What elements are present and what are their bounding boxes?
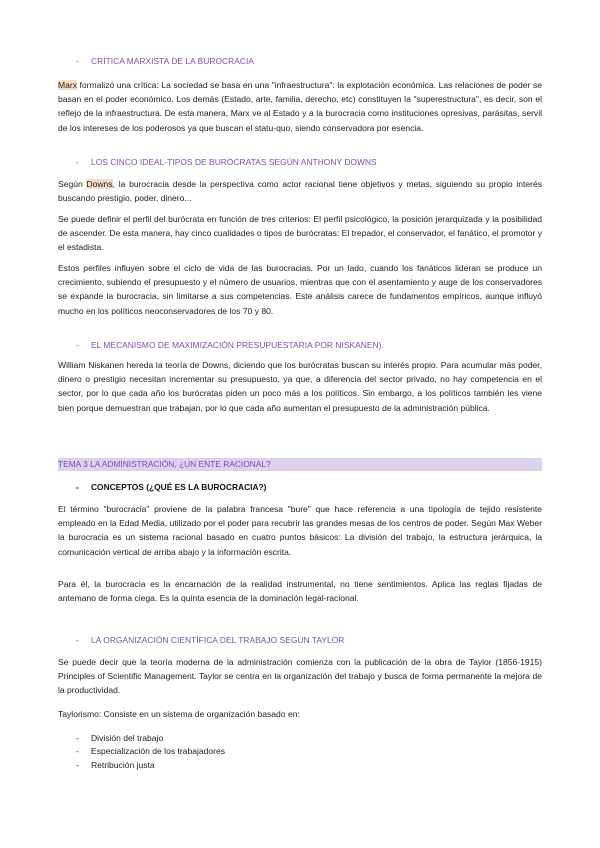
paragraph-taylorism: Taylorismo: Consiste en un sistema de organización basado en: — [58, 709, 300, 719]
paragraph-bureaucrat-profile: Se puede definir el perfil del burócrata en función de tres criterios: El perfil psicológico, la posición jerarquizada y la posibilidad de ascender. De esta manera, hay cinco cualidades o tipos de burócratas: El trepador, el conservador, el fanático, el promotor y el estadista. — [58, 214, 542, 253]
highlight-downs: Downs — [86, 179, 113, 189]
heading-marxist-critique: - CRÍTICA MARXISTA DE LA BUROCRACIA — [76, 56, 254, 66]
heading-concepts: - CONCEPTOS (¿QUÉ ES LA BUROCRACIA?) — [76, 482, 267, 492]
paragraph-niskanen: William Niskanen hereda la teoría de Downs, diciendo que los burócratas buscan su interés propio. Para acumular más poder, dinero o prestigio necesitan incrementar su presupuesto, ya que, a diferencia del sector privado, no hay competencia en el sector, por lo que cada año los burócratas piden un poco más a los políticos. Sin embargo, a los políticos también les viene bien porque demuestran que trabajan, por lo que cada año aumentan el presupuesto de la administración pública. — [58, 360, 542, 413]
list-item: - Retribución justa — [76, 759, 155, 770]
heading-taylor: - LA ORGANIZACIÓN CIENTÍFICA DEL TRABAJO SEGÚN TAYLOR — [76, 635, 345, 645]
taylorism-list — [76, 732, 225, 772]
highlight-marx: Marx — [58, 80, 77, 90]
paragraph-life-cycle: Estos perfiles influyen sobre el ciclo de vida de las burocracias. Por un lado, cuando los fanáticos lideran se produce un crecimiento, subiendo el presupuesto y el número de usuarios, mientras que con el asentamiento y auge de los conservadores se expande la burocracia, sin limitarse a sus competencias. Este análisis carece de fundamentos empíricos, aunque influyó mucho en los políticos neoconservadores de los 70 y 80. — [58, 263, 542, 316]
paragraph-weber-instrumental: Para él, la burocracia es la encarnación de la realidad instrumental, no tiene sentimientos. Aplica las reglas fijadas de antemano de forma ciega. Es la quinta esencia de la dominación legal-racional. — [58, 579, 542, 604]
list-item: - División del trabajo — [76, 733, 164, 743]
paragraph-downs-intro: Según Downs, la burocracia desde la perspectiva como actor racional tiene objetivos y metas, siguiendo su propio interés buscando prestigio, poder, dinero... — [58, 179, 542, 204]
paragraph-marx: Marx formalizó una crítica: La sociedad se basa en una "infraestructura": la explotación económica. Las relaciones de poder se basan en el poder económico. Los demás (Estado, arte, familia, derecho, etc) constituyen la "superestructura", es decir, son el reflejo de la infraestructura. De esta manera, Marx ve al Estado y a la burocracia como instituciones opresivas, parásitas, servil de los intereses de los poderosos ya que buscan el statu-quo, siendo conservadora por esencia. — [58, 80, 542, 133]
list-item: - Especialización de los trabajadores — [76, 746, 225, 757]
paragraph-bureaucracy-definition: El término "burocracia" proviene de la palabra francesa "bure" que hace referencia a una tipología de tejido resistente empleado en la Edad Media, utilizado por el poder para recubrir las grandes mesas de los centros de poder. Según Max Weber la burocracia es un sistema racional basado en cuatro puntos básicos: La división del trabajo, la estructura jerárquica, la comunicación vertical de arriba abajo y la información escrita. — [58, 504, 542, 557]
topic-band: TEMA 3 LA ADMINISTRACIÓN, ¿UN ENTE RACIONAL? — [58, 458, 542, 471]
heading-niskanen: - EL MECANISMO DE MAXIMIZACIÓN PRESUPUESTARIA POR NISKANEN). — [76, 340, 384, 350]
heading-downs: - LOS CINCO IDEAL-TIPOS DE BURÓCRATAS SEGÚN ANTHONY DOWNS — [76, 157, 377, 167]
paragraph-taylor: Se puede decir que la teoría moderna de la administración comienza con la publicación de la obra de Taylor (1856-1915) Principles of Scientific Management. Taylor se centra en la organización del trabajo y busca de forma permanente la mejora de la productividad. — [58, 657, 542, 696]
